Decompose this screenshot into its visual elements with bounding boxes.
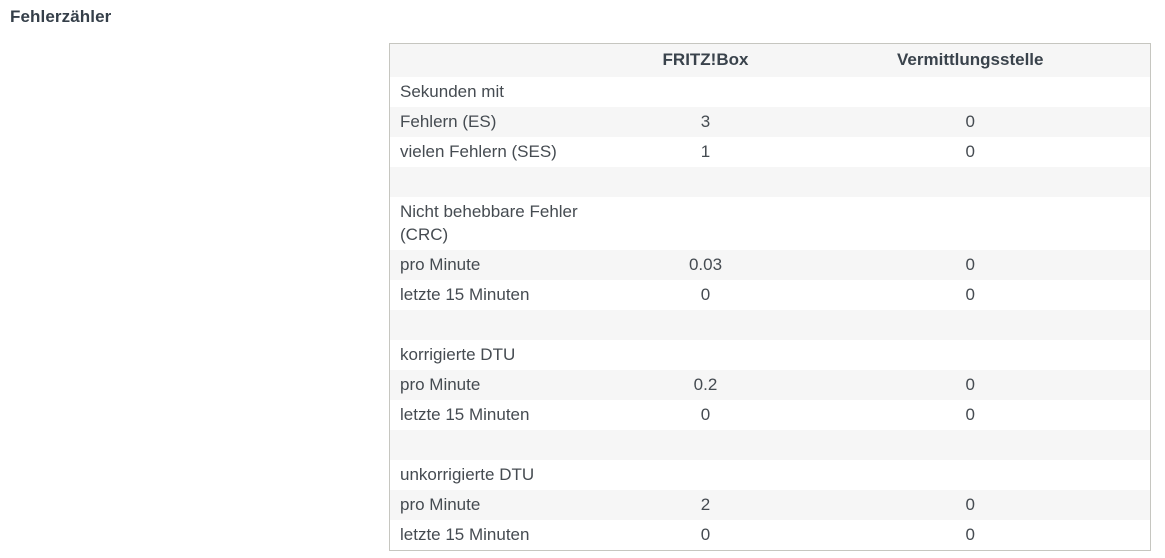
value-fritzbox: 0.2 xyxy=(693,374,718,394)
table-row xyxy=(390,280,1151,310)
table-row xyxy=(390,370,1151,400)
column-header-fritzbox: FRITZ!Box xyxy=(662,50,749,70)
value-vermittlungsstelle: 0 xyxy=(965,284,975,304)
group-label-row xyxy=(390,77,1151,107)
row-label: pro Minute xyxy=(400,254,481,274)
row-label xyxy=(390,167,621,197)
value-vermittlungsstelle xyxy=(791,460,1151,490)
value-fritzbox: 2 xyxy=(700,494,711,514)
value-vermittlungsstelle xyxy=(791,310,1151,340)
value-vermittlungsstelle xyxy=(791,197,1151,250)
value-fritzbox xyxy=(621,167,791,197)
value-fritzbox xyxy=(621,197,791,250)
spacer-row xyxy=(390,167,1151,197)
row-label: Fehlern (ES) xyxy=(400,111,497,131)
row-label: pro Minute xyxy=(400,494,481,514)
table-row xyxy=(390,137,1151,167)
row-label: vielen Fehlern (SES) xyxy=(400,141,557,161)
group-label-row xyxy=(390,197,1151,250)
value-vermittlungsstelle: 0 xyxy=(965,374,975,394)
error-counter-table xyxy=(389,43,1151,551)
value-fritzbox xyxy=(621,77,791,107)
column-header-empty xyxy=(390,44,621,77)
value-fritzbox: 3 xyxy=(700,111,711,131)
row-label: letzte 15 Minuten xyxy=(400,524,530,544)
group-label-row xyxy=(390,340,1151,370)
value-vermittlungsstelle: 0 xyxy=(965,524,975,544)
column-header-vermittlungsstelle: Vermittlungsstelle xyxy=(897,50,1044,70)
value-fritzbox xyxy=(621,340,791,370)
spacer-row xyxy=(390,310,1151,340)
table-row xyxy=(390,107,1151,137)
value-vermittlungsstelle xyxy=(791,340,1151,370)
table-header-row xyxy=(390,44,1151,77)
value-vermittlungsstelle: 0 xyxy=(965,111,975,131)
value-vermittlungsstelle: 0 xyxy=(965,404,975,424)
table-row xyxy=(390,520,1151,551)
row-label: Nicht behebbare Fehler (CRC) xyxy=(400,201,578,244)
value-fritzbox xyxy=(621,460,791,490)
table-row xyxy=(390,400,1151,430)
table-row xyxy=(390,250,1151,280)
group-label-row xyxy=(390,460,1151,490)
row-label: unkorrigierte DTU xyxy=(400,464,535,484)
row-label: Sekunden mit xyxy=(400,81,504,101)
row-label: korrigierte DTU xyxy=(400,344,516,364)
table-row xyxy=(390,490,1151,520)
row-label: pro Minute xyxy=(400,374,481,394)
page-title: Fehlerzähler xyxy=(10,7,112,26)
value-fritzbox xyxy=(621,310,791,340)
value-fritzbox: 1 xyxy=(700,141,711,161)
value-vermittlungsstelle: 0 xyxy=(965,494,975,514)
row-label xyxy=(390,430,621,460)
value-vermittlungsstelle: 0 xyxy=(965,254,975,274)
value-fritzbox xyxy=(621,430,791,460)
value-fritzbox: 0 xyxy=(700,524,711,544)
value-vermittlungsstelle xyxy=(791,430,1151,460)
spacer-row xyxy=(390,430,1151,460)
value-fritzbox: 0 xyxy=(700,404,711,424)
value-fritzbox: 0 xyxy=(700,284,711,304)
row-label: letzte 15 Minuten xyxy=(400,284,530,304)
row-label: letzte 15 Minuten xyxy=(400,404,530,424)
value-fritzbox: 0.03 xyxy=(688,254,723,274)
value-vermittlungsstelle: 0 xyxy=(965,141,975,161)
value-vermittlungsstelle xyxy=(791,77,1151,107)
row-label xyxy=(390,310,621,340)
value-vermittlungsstelle xyxy=(791,167,1151,197)
